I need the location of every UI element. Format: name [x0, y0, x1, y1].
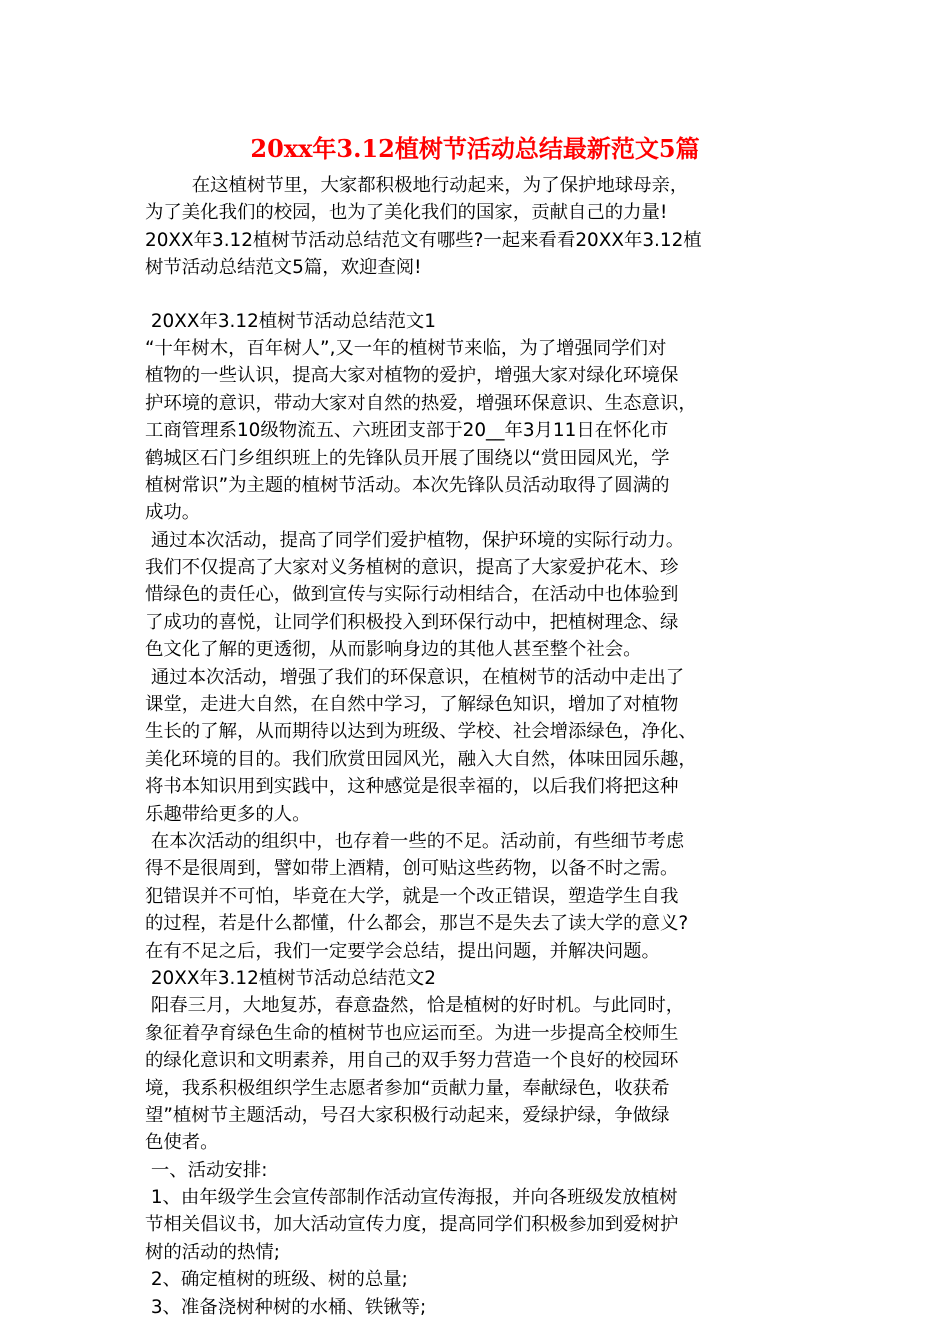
text-line: 犯错误并不可怕，毕竟在大学，就是一个改正错误，塑造学生自我 [145, 885, 679, 907]
text-line: 境，我系积极组织学生志愿者参加“贡献力量，奉献绿色，收获希 [145, 1077, 670, 1099]
list-item: 2、确定植树的班级、树的总量; [145, 1269, 408, 1291]
text-line: 的过程，若是什么都懂，什么都会，那岂不是失去了读大学的意义? [145, 913, 689, 935]
text-line: 惜绿色的责任心，做到宣传与实际行动相结合，在活动中也体验到 [145, 584, 679, 606]
intro-line: 树节活动总结范文5篇，欢迎查阅! [145, 257, 422, 279]
text-line: 植物的一些认识，提高大家对植物的爱护，增强大家对绿化环境保 [145, 365, 679, 387]
list-item: 1、由年级学生会宣传部制作活动宣传海报，并向各班级发放植树 [145, 1187, 678, 1209]
intro-paragraph [145, 172, 810, 282]
text-line: 阳春三月，大地复苏，春意盎然，恰是植树的好时机。与此同时， [145, 995, 685, 1017]
document-title: 20xx年3.12植树节活动总结最新范文5篇 [250, 134, 700, 163]
text-line: 得不是很周到，譬如带上酒精，创可贴这些药物，以备不时之需。 [145, 858, 679, 880]
intro-line: 20XX年3.12植树节活动总结范文有哪些?一起来看看20XX年3.12植 [145, 229, 702, 251]
intro-line: 为了美化我们的校园，也为了美化我们的国家，贡献自己的力量! [145, 202, 668, 224]
text-line: 美化环境的目的。我们欣赏田园风光，融入大自然，体味田园乐趣， [145, 748, 697, 770]
text-line: 在有不足之后，我们一定要学会总结，提出问题，并解决问题。 [145, 940, 660, 962]
list-item: 3、准备浇树种树的水桶、铁锹等; [145, 1296, 427, 1318]
main-text [145, 308, 810, 1321]
text-line: 的绿化意识和文明素养，用自己的双手努力营造一个良好的校园环 [145, 1050, 679, 1072]
list-item: 节相关倡议书，加大活动宣传力度，提高同学们积极参加到爱树护 [145, 1214, 679, 1236]
text-line: 将书本知识用到实践中，这种感觉是很幸福的，以后我们将把这种 [145, 776, 679, 798]
text-line: 了成功的喜悦，让同学们积极投入到环保行动中，把植树理念、绿 [145, 611, 679, 633]
document-body [145, 172, 810, 1321]
text-line: 象征着孕育绿色生命的植树节也应运而至。为进一步提高全校师生 [145, 1022, 679, 1044]
paragraph-spacer [145, 282, 810, 298]
text-line: 植树常识”为主题的植树节活动。本次先锋队员活动取得了圆满的 [145, 474, 670, 496]
list-heading: 一、活动安排: [145, 1159, 268, 1181]
text-line: 课堂，走进大自然，在自然中学习，了解绿色知识，增加了对植物 [145, 694, 679, 716]
text-line: 望”植树节主题活动，号召大家积极行动起来，爱绿护绿，争做绿 [145, 1104, 670, 1126]
text-line: 乐趣带给更多的人。 [145, 803, 311, 825]
intro-line: 在这植树节里，大家都积极地行动起来，为了保护地球母亲， [145, 175, 689, 196]
paragraph-spacer [145, 298, 810, 308]
text-line: 护环境的意识，带动大家对自然的热爱，增强环保意识、生态意识， [145, 392, 697, 414]
text-line: 色使者。 [145, 1132, 219, 1154]
text-line: 色文化了解的更透彻，从而影响身边的其他人甚至整个社会。 [145, 639, 642, 661]
text-line: 鹤城区石门乡组织班上的先锋队员开展了围绕以“赏田园风光，学 [145, 447, 670, 469]
text-line: 在本次活动的组织中，也存着一些的不足。活动前，有些细节考虑 [145, 830, 685, 852]
text-line: 我们不仅提高了大家对义务植树的意识，提高了大家爱护花木、珍 [145, 557, 679, 579]
list-item: 树的活动的热情; [145, 1241, 280, 1263]
text-line: “十年树木，百年树人”,又一年的植树节来临，为了增强同学们对 [145, 337, 667, 359]
section-heading: 20XX年3.12植树节活动总结范文1 [145, 310, 436, 332]
text-line: 工商管理系10级物流五、六班团支部于20__年3月11日在怀化市 [145, 420, 669, 442]
section-heading: 20XX年3.12植树节活动总结范文2 [145, 967, 436, 989]
text-line: 通过本次活动，提高了同学们爱护植物，保护环境的实际行动力。 [145, 529, 685, 551]
text-line: 生长的了解，从而期待以达到为班级、学校、社会增添绿色，净化、 [145, 721, 697, 743]
text-line: 通过本次活动，增强了我们的环保意识，在植树节的活动中走出了 [145, 666, 685, 688]
text-line: 成功。 [145, 502, 201, 524]
